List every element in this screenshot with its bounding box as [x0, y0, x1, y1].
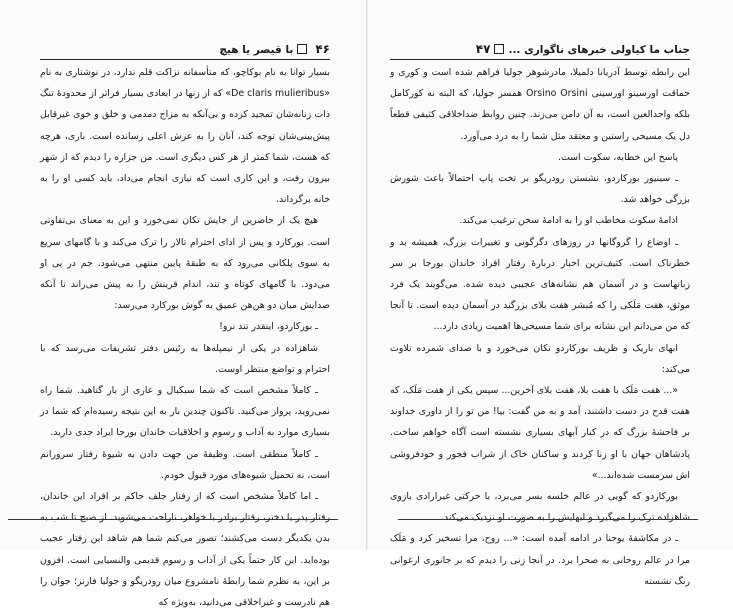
- right-paragraph-3: ـ سینیور بورکاردو، نشستن رودریگو بر تخت پاپ احتمالاً باعث شورش بزرگی خواهد شد.: [390, 173, 690, 206]
- left-paragraph-5: ـ کاملاً مشخص است که شما سبکبال و عاری از بار گناهید. شما راه نمی‌روید، پرواز می‌کنید. تاکنون چندین بار به این نتیجه رسیده‌ام که شما در بسیاری موارد به آداب و رسوم و اخلاقیات خاندان بورجا ایراد جدی دارید.: [40, 385, 330, 439]
- left-page: [0, 0, 366, 609]
- header-square-ornament-icon: [494, 44, 504, 54]
- left-paragraph-6: ـ کاملاً منطقی است. وظیفهٔ من جهت دادن به شیوهٔ رفتار سرورانم است، نه تحمیل شیوه‌های مورد قبول خودم.: [40, 448, 330, 481]
- right-page: [368, 0, 733, 587]
- right-paragraph-1: این رابطه توسط آدریانا دلمیلا، مادرشوهر جولیا فراهم شده است و کوری و حماقت اورسینو اورسینی Orsino Orsini همسر جولیا، که البته نه کورکامل بلکه واحدالعین است، به آن دامن می‌زند. چنین روابط ضداخلاقی کثیفی قطعاً دل یک مسیحی راستین و معتقد مثل شما را به درد می‌آورد.: [390, 67, 690, 142]
- right-paragraph-9: ـ در مکاشفهٔ یوحنا در ادامه آمده است: «... روح، مرا تسخیر کرد و مَلَک مرا در عالم روحانی به صحرا برد. در آنجا زنی را دیدم که بر جانوری ارغوانی رنگ نشسته: [390, 533, 690, 587]
- right-paragraph-2: پاسخ این خطابه، سکوت است.: [558, 151, 678, 163]
- left-paragraph-3: ـ بورکاردو، اینقدر تند نرو!: [219, 321, 318, 333]
- left-page-running-title: با قیصر یا هیچ: [219, 44, 294, 56]
- right-page-number: ۴۷: [475, 42, 491, 56]
- left-page-bottom-line: [8, 519, 338, 520]
- right-paragraph-8: بورکاردو که گویی در عالم خلسه بسر می‌برد، با حرکتی غیرارادی بازوی شاهزاده ترک را می‌گیرد و لبهایش را به صورت او نزدیک می‌کند.: [390, 491, 690, 524]
- left-paragraph-4: شاهزاده در یکی از نیمپله‌ها به رئیس دفتر تشریفات می‌رسد که با احترام و تواضع منتظر اوست.: [40, 342, 330, 375]
- right-page-body: [390, 62, 690, 592]
- left-paragraph-1: بسیار توانا به نام بوکاچو، که متأسفانه نزاکت قلم ندارد، در نوشتاری به نام «De claris mulieribus» که از زنها در ابعادی بسیار فراتر از محدودهٔ تنگ ذات زنانه‌شان تمجید کرده و بی‌آنکه به مزاج دمدمی و خلق و خوی غیرقابل پیش‌بینی‌شان توجه کند، آنان را به عرش اعلی رسانده است. باری، هرچه که هست، شما کمتر از هر کس دیگری است. من جزاره را دیدم که از شهر بیرون رفت، و این کاری است که نیازی انجام می‌داد، باید کسی او را به خانه برگرداند.: [40, 67, 330, 206]
- left-page-body: [40, 62, 330, 613]
- right-page-header: [390, 40, 690, 58]
- left-paragraph-2: هیچ یک از حاضرین از جایش تکان نمی‌خورد و این به معنای بی‌تفاوتی است. بورکارد و پس از ادای احترام تالار را ترک می‌کند و با گامهای سریع به سوی پلکانی می‌رود که به طبقهٔ پایین منتهی می‌شود. جم در پی او می‌دود. با گامهای کوتاه و تند، اندام قرینش را به پیش می‌راند تا آنکه صدایش میان دو هن‌هن عمیق به گوش بورکارد می‌رسد:: [40, 215, 330, 312]
- right-page-running-title: جناب ما کیاولی خبرهای ناگواری ...: [508, 44, 690, 56]
- right-paragraph-7: «... هفت مَلَک با هفت بلا، هفت بلای آخرین... سپس یکی از هفت مَلَک، که هفت قدح در دست داشتند، آمد و به من گفت: بیا! من تو را از داوری خداوند بر فاحشهٔ بزرگ که در کنار آبهای بسیاری نشسته است آگاه خواهم ساخت. پادشاهان جهان با او زنا کردند و ساکنان خاک از شراب فجور و خودفروشی اش سرمست شده‌اند...»: [390, 385, 690, 481]
- right-paragraph-6: ابهای باریک و ظریف بورکاردو تکان می‌خورد و با صدای شمرده تلاوت می‌کند:: [390, 342, 690, 375]
- left-paragraph-7: ـ اما کاملاً مشخص است که از رفتار جلف حاکم بر افراد این خاندان، رفتار پدر یا دختر، رفتار برادر با خواهر، ناراحت می‌شوید. از صبح تا شب به بدن یکدیگر دست می‌کشند؛ تصور می‌کنم شما هم شاهد این رفتار عجیب بوده‌اید. این کار حتماً یکی از آداب و رسوم قدیمی والنسیایی است. افزون بر این، به نظرم شما رابطهٔ نامشروع میان رودریگو و جولیا فارنز؛ جوان را هم نادرست و غیراخلاقی می‌دانید، به‌ویژه که: [40, 491, 330, 609]
- right-header-rule: [390, 59, 690, 60]
- right-paragraph-5: ـ اوضاع را گروگانها در روزهای دگرگونی و تغییرات بزرگ، همیشه بد و خطرناک است. کثیف‌ترین اخبار دربارهٔ رفتار افراد خاندان بورجا بر سر زبانهاست و در آسمان هم نشانه‌های عجیبی دیده شده. می‌گویند یک فرد موثق، هفت مَلَکی را که مُبشر هفت بلای بزرگند در آسمان دیده است. تا آنجا که من می‌دانم این نشانه برای شما مسیحی‌ها اهمیت زیادی دارد...: [390, 236, 690, 333]
- left-header-rule: [40, 59, 330, 60]
- left-page-number: ۴۶: [315, 42, 330, 56]
- right-page-bottom-line: [398, 519, 698, 520]
- header-square-ornament-icon: [297, 44, 307, 54]
- left-page-header: [40, 40, 330, 58]
- right-paragraph-4: ادامهٔ سکوت مخاطب او را به ادامهٔ سخن ترغیب می‌کند.: [459, 215, 678, 227]
